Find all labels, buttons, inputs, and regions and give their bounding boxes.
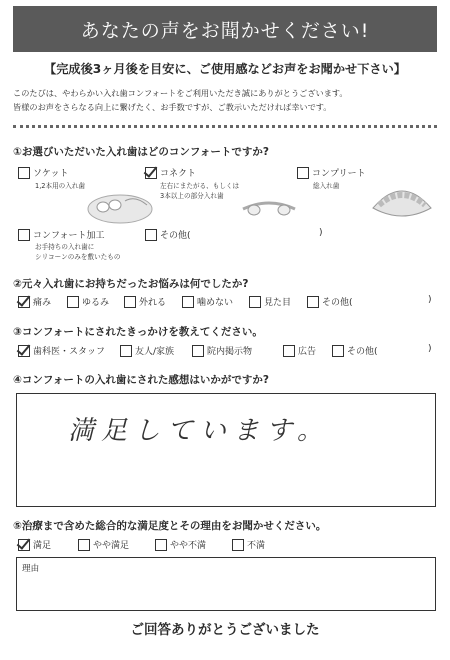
q1-option-complete[interactable] bbox=[297, 166, 366, 179]
q3-checkbox-clinic-poster[interactable] bbox=[192, 345, 204, 357]
survey-header bbox=[13, 6, 437, 52]
q2-option-other[interactable] bbox=[307, 295, 353, 308]
q3-checkbox-dental-staff[interactable] bbox=[18, 345, 30, 357]
q2-option-loose[interactable] bbox=[67, 295, 109, 308]
q1-note-connect bbox=[160, 181, 239, 201]
q5-option-somewhat-dissatisfied[interactable] bbox=[155, 538, 206, 551]
q5-label-satisfied: 満足 bbox=[33, 541, 52, 551]
q3-checkbox-advertisement[interactable] bbox=[283, 345, 295, 357]
q1-checkbox-processing[interactable] bbox=[18, 229, 30, 241]
q2-label-other: その他( bbox=[322, 298, 353, 308]
q3-label-other: その他( bbox=[347, 347, 378, 357]
q3-title: ③コンフォートにされたきっかけを教えてください。 bbox=[13, 326, 263, 338]
q5-option-somewhat-satisfied[interactable] bbox=[78, 538, 129, 551]
q5-checkbox-somewhat-dissatisfied[interactable] bbox=[155, 539, 167, 551]
q2-title: ②元々入れ歯にお持ちだったお悩みは何でしたか? bbox=[13, 278, 249, 290]
q5-option-satisfied[interactable] bbox=[18, 538, 51, 551]
q1-note-processing bbox=[35, 242, 120, 262]
q2-option-appearance[interactable] bbox=[249, 295, 291, 308]
q3-label-dental-staff: 歯科医・スタッフ bbox=[33, 347, 106, 357]
q1-checkbox-connect[interactable] bbox=[145, 167, 157, 179]
intro-line-2: 皆様のお声をさらなる向上に繋げたく、お手数ですが、ご教示いただければ幸いです。 bbox=[13, 102, 332, 112]
q1-label-other: その他( bbox=[160, 231, 191, 241]
q5-label-somewhat-dissatisfied: やや不満 bbox=[170, 541, 207, 551]
q1-checkbox-other[interactable] bbox=[145, 229, 157, 241]
closing-message: ご回答ありがとうございました bbox=[130, 622, 320, 638]
q5-checkbox-dissatisfied[interactable] bbox=[232, 539, 244, 551]
q1-note-connect-2: 3本以上の部分入れ歯 bbox=[160, 192, 224, 200]
q3-label-friend-family: 友人/家族 bbox=[135, 347, 175, 357]
q3-option-clinic-poster[interactable] bbox=[192, 344, 252, 357]
q1-option-socket[interactable] bbox=[18, 166, 68, 179]
q2-other-close: ) bbox=[428, 295, 432, 305]
q3-label-clinic-poster: 院内掲示物 bbox=[207, 347, 253, 357]
intro-line-1: このたびは、やわらかい入れ歯コンフォートをご利用いただき誠にありがとうございます。 bbox=[13, 88, 348, 98]
q2-checkbox-other[interactable] bbox=[307, 296, 319, 308]
dotted-divider bbox=[13, 125, 437, 128]
q1-note-connect-1: 左右にまたがる、もしくは bbox=[160, 182, 240, 190]
q1-option-other[interactable] bbox=[145, 228, 191, 241]
q2-label-cannot-chew: 噛めない bbox=[197, 298, 234, 308]
q1-label-processing: コンフォート加工 bbox=[33, 231, 105, 241]
q1-label-connect: コネクト bbox=[160, 169, 197, 179]
q1-note-socket: 1,2本用の入れ歯 bbox=[35, 182, 86, 190]
q2-option-cannot-chew[interactable] bbox=[182, 295, 233, 308]
denture-complete-image bbox=[367, 178, 437, 226]
q1-checkbox-socket[interactable] bbox=[18, 167, 30, 179]
denture-socket-image bbox=[85, 185, 155, 227]
q1-option-processing[interactable] bbox=[18, 228, 105, 241]
q1-note-processing-2: シリコーンのみを敷いたもの bbox=[35, 253, 121, 261]
q2-label-loose: ゆるみ bbox=[82, 298, 110, 308]
q2-checkbox-falls-out[interactable] bbox=[124, 296, 136, 308]
q1-other-close: ) bbox=[319, 228, 323, 238]
q5-checkbox-somewhat-satisfied[interactable] bbox=[78, 539, 90, 551]
q3-other-close: ) bbox=[428, 344, 432, 354]
q2-label-falls-out: 外れる bbox=[139, 298, 167, 308]
q3-label-advertisement: 広告 bbox=[298, 347, 317, 357]
q5-label-somewhat-satisfied: やや満足 bbox=[93, 541, 130, 551]
q3-option-friend-family[interactable] bbox=[120, 344, 174, 357]
q1-note-processing-1: お手持ちの入れ歯に bbox=[35, 243, 95, 251]
q3-checkbox-other[interactable] bbox=[332, 345, 344, 357]
q1-checkbox-complete[interactable] bbox=[297, 167, 309, 179]
survey-subtitle: 【完成後3ヶ月後を目安に、ご使用感などお声をお聞かせ下さい】 bbox=[44, 62, 406, 76]
q5-checkbox-satisfied[interactable] bbox=[18, 539, 30, 551]
q1-note-complete: 総入れ歯 bbox=[313, 182, 340, 190]
q2-checkbox-cannot-chew[interactable] bbox=[182, 296, 194, 308]
q3-checkbox-friend-family[interactable] bbox=[120, 345, 132, 357]
q5-reason-label: 理由 bbox=[22, 564, 40, 574]
q1-label-socket: ソケット bbox=[33, 169, 69, 179]
q2-checkbox-loose[interactable] bbox=[67, 296, 79, 308]
q1-title: ①お選びいただいた入れ歯はどのコンフォートですか? bbox=[13, 146, 269, 158]
q1-option-connect[interactable] bbox=[145, 166, 196, 179]
q3-option-other[interactable] bbox=[332, 344, 378, 357]
denture-connect-image bbox=[240, 195, 298, 221]
q1-label-complete: コンプリート bbox=[312, 169, 366, 179]
q5-title: ⑤治療まで含めた総合的な満足度とその理由をお聞かせください。 bbox=[13, 520, 327, 532]
q5-option-dissatisfied[interactable] bbox=[232, 538, 265, 551]
q2-option-pain[interactable] bbox=[18, 295, 51, 308]
q2-checkbox-appearance[interactable] bbox=[249, 296, 261, 308]
q2-option-falls-out[interactable] bbox=[124, 295, 166, 308]
q5-reason-box[interactable] bbox=[16, 557, 436, 611]
q4-handwritten-answer: 満足しています。 bbox=[68, 416, 330, 446]
header-title: あなたの声をお聞かせください! bbox=[80, 19, 370, 42]
q4-title: ④コンフォートの入れ歯にされた感想はいかがですか? bbox=[13, 374, 269, 386]
intro-text bbox=[13, 86, 437, 114]
q3-option-dental-staff[interactable] bbox=[18, 344, 105, 357]
q5-label-dissatisfied: 不満 bbox=[247, 541, 266, 551]
q2-checkbox-pain[interactable] bbox=[18, 296, 30, 308]
q3-option-advertisement[interactable] bbox=[283, 344, 316, 357]
q2-label-appearance: 見た目 bbox=[264, 298, 292, 308]
q2-label-pain: 痛み bbox=[33, 298, 52, 308]
